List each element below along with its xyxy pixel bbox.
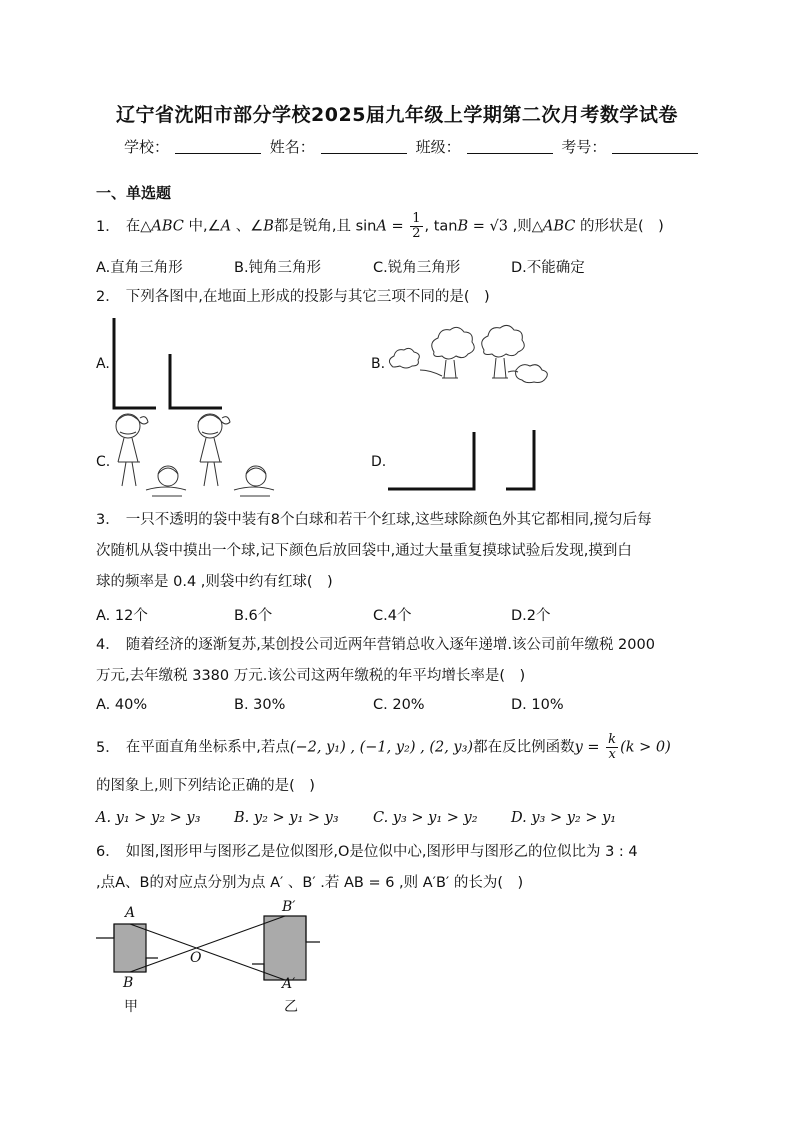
q6-label-O: O bbox=[190, 950, 202, 966]
question-6: 6． 如图,图形甲与图形乙是位似图形,O是位似中心,图形甲与图形乙的位似比为 3 : 4 bbox=[96, 844, 638, 860]
q4-option-b[interactable]: B. 30% bbox=[234, 697, 286, 713]
question-5: 5． 在平面直角坐标系中,若点(−2, y₁) , (−1, y₂) , (2, y₃)都在反比例函数y = $\frac{k}{x}$ (k > 0) bbox=[96, 732, 671, 762]
question-3-line-3: 球的频率是 0.4 ,则袋中约有红球( ) bbox=[96, 574, 333, 590]
q3-option-b[interactable]: B.6个 bbox=[234, 608, 273, 624]
fraction-k-over-x: $\frac{k}{x}$ bbox=[608, 732, 617, 762]
q5-points: (−2, y₁) , (−1, y₂) , (2, y₃) bbox=[289, 739, 474, 756]
q3-option-c[interactable]: C.4个 bbox=[373, 608, 412, 624]
q1-option-b[interactable]: B.钝角三角形 bbox=[234, 260, 322, 276]
school-label: 学校： bbox=[124, 138, 170, 156]
q4-option-c[interactable]: C. 20% bbox=[373, 697, 425, 713]
q5-option-a[interactable]: A. y₁ > y₂ > y₃ bbox=[96, 810, 201, 826]
q3-option-d[interactable]: D.2个 bbox=[511, 608, 551, 624]
section-heading: 一、单选题 bbox=[96, 184, 172, 202]
question-3: 3． 一只不透明的袋中装有8个白球和若干个红球,这些球除颜色外其它都相同,搅匀后每 bbox=[96, 512, 652, 528]
exam-no-blank[interactable] bbox=[612, 139, 698, 154]
q1-option-a[interactable]: A.直角三角形 bbox=[96, 260, 183, 276]
question-3-line-2: 次随机从袋中摸出一个球,记下颜色后放回袋中,通过大量重复摸球试验后发现,摸到白 bbox=[96, 543, 632, 559]
q1-option-d[interactable]: D.不能确定 bbox=[511, 260, 585, 276]
q3-option-a[interactable]: A. 12个 bbox=[96, 608, 148, 624]
q2-figure-a bbox=[108, 316, 228, 412]
exam-no-label: 考号： bbox=[561, 138, 607, 156]
q5-option-c[interactable]: C. y₃ > y₁ > y₂ bbox=[373, 810, 478, 826]
question-6-line-2: ,点A、B的对应点分别为点 A′ 、B′ .若 AB = 6 ,则 A′B′ 的长为( ) bbox=[96, 875, 524, 891]
q1-option-c[interactable]: C.锐角三角形 bbox=[373, 260, 461, 276]
question-1: 1． 在△ABC 中,∠A 、∠B都是锐角,且 sinA = $\frac{1}{2}$ , tanB = √3 ,则△ABC 的形状是( ) bbox=[96, 211, 664, 241]
q5-option-b[interactable]: B. y₂ > y₁ > y₃ bbox=[234, 810, 339, 826]
q6-label-A: A bbox=[125, 905, 136, 921]
q2-figure-b-trees bbox=[384, 326, 554, 388]
q6-label-yi: 乙 bbox=[284, 999, 298, 1015]
question-4-line-2: 万元,去年缴税 3380 万元.该公司这两年缴税的年平均增长率是( ) bbox=[96, 668, 526, 684]
q6-label-jia: 甲 bbox=[124, 999, 138, 1015]
question-5-line-2: 的图象上,则下列结论正确的是( ) bbox=[96, 778, 315, 794]
class-blank[interactable] bbox=[467, 139, 553, 154]
q4-option-a[interactable]: A. 40% bbox=[96, 697, 148, 713]
class-label: 班级： bbox=[415, 138, 461, 156]
q2-figure-c-characters bbox=[106, 410, 288, 502]
student-info-line bbox=[124, 136, 702, 157]
school-blank[interactable] bbox=[175, 139, 261, 154]
question-2: 2． 下列各图中,在地面上形成的投影与其它三项不同的是( ) bbox=[96, 289, 490, 305]
name-blank[interactable] bbox=[321, 139, 407, 154]
question-4: 4． 随着经济的逐渐复苏,某创投公司近两年营销总收入逐年递增.该公司前年缴税 2000 bbox=[96, 637, 655, 653]
name-label: 姓名： bbox=[269, 138, 315, 156]
q6-label-B-prime: B′ bbox=[282, 899, 296, 915]
q4-option-d[interactable]: D. 10% bbox=[511, 697, 564, 713]
q6-label-B: B bbox=[123, 975, 134, 991]
q6-label-A-prime: A′ bbox=[282, 976, 296, 992]
q2-label-a[interactable]: A. bbox=[96, 356, 110, 372]
fraction-one-half: $\frac{1}{2}$ bbox=[412, 211, 421, 241]
q2-label-d[interactable]: D. bbox=[371, 454, 387, 470]
q2-label-c[interactable]: C. bbox=[96, 454, 111, 470]
q2-figure-d bbox=[386, 428, 540, 494]
exam-title: 辽宁省沈阳市部分学校2025届九年级上学期第二次月考数学试卷 bbox=[116, 104, 678, 126]
q2-label-b[interactable]: B. bbox=[371, 356, 386, 372]
q5-option-d[interactable]: D. y₃ > y₂ > y₁ bbox=[511, 810, 617, 826]
